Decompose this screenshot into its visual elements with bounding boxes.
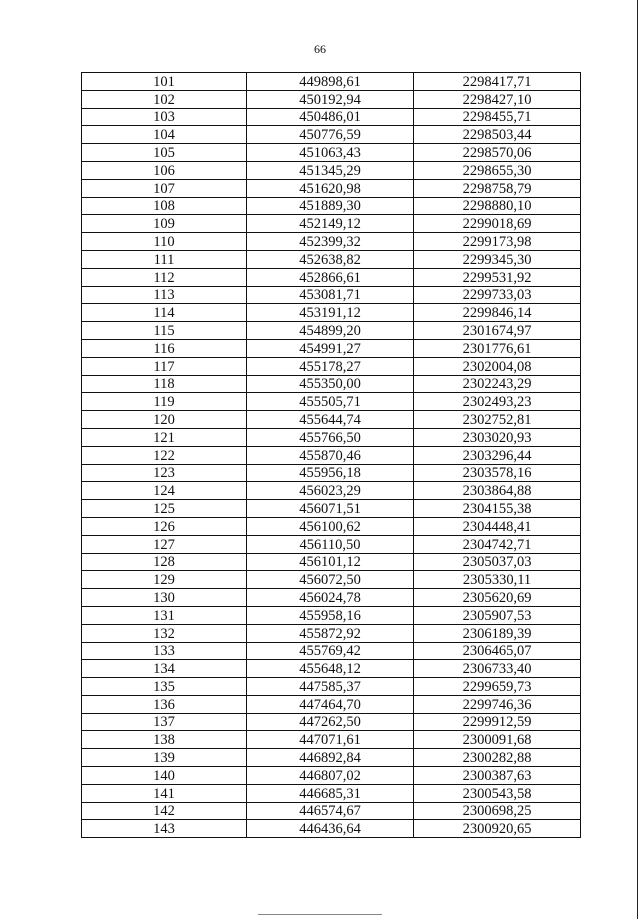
point-number-cell: 130: [82, 589, 247, 607]
y-coordinate-cell: 2300543,58: [414, 784, 581, 802]
table-row: [82, 375, 581, 393]
point-number-cell: 138: [82, 731, 247, 749]
y-coordinate-cell: 2300091,68: [414, 731, 581, 749]
point-number-cell: 129: [82, 571, 247, 589]
y-coordinate-cell: 2304155,38: [414, 500, 581, 518]
x-coordinate-cell: 450192,94: [247, 90, 414, 108]
table-row: [82, 767, 581, 785]
coordinates-table-body: [82, 73, 581, 838]
x-coordinate-cell: 447585,37: [247, 678, 414, 696]
y-coordinate-cell: 2302004,08: [414, 357, 581, 375]
table-row: [82, 446, 581, 464]
x-coordinate-cell: 452866,61: [247, 268, 414, 286]
y-coordinate-cell: 2304448,41: [414, 517, 581, 535]
y-coordinate-cell: 2299746,36: [414, 695, 581, 713]
y-coordinate-cell: 2305037,03: [414, 553, 581, 571]
x-coordinate-cell: 456071,51: [247, 500, 414, 518]
x-coordinate-cell: 450776,59: [247, 126, 414, 144]
y-coordinate-cell: 2302493,23: [414, 393, 581, 411]
table-row: [82, 802, 581, 820]
point-number-cell: 143: [82, 820, 247, 838]
point-number-cell: 103: [82, 108, 247, 126]
table-row: [82, 695, 581, 713]
x-coordinate-cell: 451345,29: [247, 161, 414, 179]
y-coordinate-cell: 2299018,69: [414, 215, 581, 233]
table-row: [82, 713, 581, 731]
point-number-cell: 118: [82, 375, 247, 393]
x-coordinate-cell: 446807,02: [247, 767, 414, 785]
x-coordinate-cell: 447071,61: [247, 731, 414, 749]
y-coordinate-cell: 2301776,61: [414, 339, 581, 357]
x-coordinate-cell: 455178,27: [247, 357, 414, 375]
y-coordinate-cell: 2303296,44: [414, 446, 581, 464]
x-coordinate-cell: 453081,71: [247, 286, 414, 304]
x-coordinate-cell: 455350,00: [247, 375, 414, 393]
y-coordinate-cell: 2302752,81: [414, 411, 581, 429]
table-row: [82, 393, 581, 411]
table-row: [82, 215, 581, 233]
point-number-cell: 107: [82, 179, 247, 197]
y-coordinate-cell: 2306189,39: [414, 624, 581, 642]
point-number-cell: 122: [82, 446, 247, 464]
x-coordinate-cell: 455769,42: [247, 642, 414, 660]
table-row: [82, 322, 581, 340]
point-number-cell: 106: [82, 161, 247, 179]
table-row: [82, 500, 581, 518]
table-row: [82, 286, 581, 304]
point-number-cell: 141: [82, 784, 247, 802]
table-row: [82, 784, 581, 802]
table-row: [82, 250, 581, 268]
table-row: [82, 678, 581, 696]
table-row: [82, 339, 581, 357]
x-coordinate-cell: 455872,92: [247, 624, 414, 642]
table-row: [82, 660, 581, 678]
y-coordinate-cell: 2300387,63: [414, 767, 581, 785]
table-row: [82, 357, 581, 375]
x-coordinate-cell: 446574,67: [247, 802, 414, 820]
table-row: [82, 90, 581, 108]
x-coordinate-cell: 451889,30: [247, 197, 414, 215]
table-row: [82, 464, 581, 482]
page-edge-line: [637, 0, 638, 919]
x-coordinate-cell: 446685,31: [247, 784, 414, 802]
x-coordinate-cell: 456110,50: [247, 535, 414, 553]
point-number-cell: 111: [82, 250, 247, 268]
point-number-cell: 133: [82, 642, 247, 660]
table-row: [82, 304, 581, 322]
table-row: [82, 517, 581, 535]
table-row: [82, 820, 581, 838]
y-coordinate-cell: 2304742,71: [414, 535, 581, 553]
x-coordinate-cell: 446436,64: [247, 820, 414, 838]
y-coordinate-cell: 2306465,07: [414, 642, 581, 660]
point-number-cell: 110: [82, 233, 247, 251]
x-coordinate-cell: 456024,78: [247, 589, 414, 607]
table-row: [82, 606, 581, 624]
table-row: [82, 126, 581, 144]
x-coordinate-cell: 452399,32: [247, 233, 414, 251]
table-row: [82, 589, 581, 607]
table-row: [82, 197, 581, 215]
point-number-cell: 108: [82, 197, 247, 215]
y-coordinate-cell: 2299659,73: [414, 678, 581, 696]
table-row: [82, 642, 581, 660]
table-row: [82, 411, 581, 429]
point-number-cell: 119: [82, 393, 247, 411]
x-coordinate-cell: 452149,12: [247, 215, 414, 233]
table-row: [82, 624, 581, 642]
point-number-cell: 124: [82, 482, 247, 500]
y-coordinate-cell: 2303020,93: [414, 428, 581, 446]
y-coordinate-cell: 2305907,53: [414, 606, 581, 624]
y-coordinate-cell: 2306733,40: [414, 660, 581, 678]
table-row: [82, 535, 581, 553]
point-number-cell: 114: [82, 304, 247, 322]
x-coordinate-cell: 447464,70: [247, 695, 414, 713]
y-coordinate-cell: 2303578,16: [414, 464, 581, 482]
y-coordinate-cell: 2299846,14: [414, 304, 581, 322]
y-coordinate-cell: 2298880,10: [414, 197, 581, 215]
point-number-cell: 136: [82, 695, 247, 713]
x-coordinate-cell: 446892,84: [247, 749, 414, 767]
point-number-cell: 135: [82, 678, 247, 696]
scan-bottom-mark: [258, 914, 382, 915]
point-number-cell: 116: [82, 339, 247, 357]
x-coordinate-cell: 455870,46: [247, 446, 414, 464]
y-coordinate-cell: 2298455,71: [414, 108, 581, 126]
y-coordinate-cell: 2299173,98: [414, 233, 581, 251]
y-coordinate-cell: 2305330,11: [414, 571, 581, 589]
y-coordinate-cell: 2299912,59: [414, 713, 581, 731]
y-coordinate-cell: 2299733,03: [414, 286, 581, 304]
point-number-cell: 101: [82, 73, 247, 91]
point-number-cell: 125: [82, 500, 247, 518]
point-number-cell: 134: [82, 660, 247, 678]
y-coordinate-cell: 2298417,71: [414, 73, 581, 91]
point-number-cell: 113: [82, 286, 247, 304]
point-number-cell: 109: [82, 215, 247, 233]
x-coordinate-cell: 449898,61: [247, 73, 414, 91]
y-coordinate-cell: 2298570,06: [414, 144, 581, 162]
table-row: [82, 749, 581, 767]
point-number-cell: 128: [82, 553, 247, 571]
table-row: [82, 571, 581, 589]
point-number-cell: 132: [82, 624, 247, 642]
y-coordinate-cell: 2298655,30: [414, 161, 581, 179]
x-coordinate-cell: 455505,71: [247, 393, 414, 411]
point-number-cell: 126: [82, 517, 247, 535]
coordinates-table: [81, 72, 581, 838]
x-coordinate-cell: 455956,18: [247, 464, 414, 482]
point-number-cell: 139: [82, 749, 247, 767]
point-number-cell: 115: [82, 322, 247, 340]
x-coordinate-cell: 456072,50: [247, 571, 414, 589]
y-coordinate-cell: 2298503,44: [414, 126, 581, 144]
y-coordinate-cell: 2300282,88: [414, 749, 581, 767]
y-coordinate-cell: 2301674,97: [414, 322, 581, 340]
table-row: [82, 108, 581, 126]
table-row: [82, 731, 581, 749]
table-row: [82, 161, 581, 179]
table-row: [82, 144, 581, 162]
y-coordinate-cell: 2298427,10: [414, 90, 581, 108]
point-number-cell: 131: [82, 606, 247, 624]
x-coordinate-cell: 452638,82: [247, 250, 414, 268]
point-number-cell: 104: [82, 126, 247, 144]
table-row: [82, 428, 581, 446]
x-coordinate-cell: 455958,16: [247, 606, 414, 624]
table-row: [82, 553, 581, 571]
point-number-cell: 137: [82, 713, 247, 731]
x-coordinate-cell: 451063,43: [247, 144, 414, 162]
point-number-cell: 123: [82, 464, 247, 482]
point-number-cell: 117: [82, 357, 247, 375]
x-coordinate-cell: 447262,50: [247, 713, 414, 731]
point-number-cell: 102: [82, 90, 247, 108]
x-coordinate-cell: 450486,01: [247, 108, 414, 126]
y-coordinate-cell: 2300920,65: [414, 820, 581, 838]
point-number-cell: 120: [82, 411, 247, 429]
y-coordinate-cell: 2302243,29: [414, 375, 581, 393]
y-coordinate-cell: 2303864,88: [414, 482, 581, 500]
y-coordinate-cell: 2305620,69: [414, 589, 581, 607]
y-coordinate-cell: 2299531,92: [414, 268, 581, 286]
point-number-cell: 140: [82, 767, 247, 785]
x-coordinate-cell: 454991,27: [247, 339, 414, 357]
table-row: [82, 268, 581, 286]
point-number-cell: 121: [82, 428, 247, 446]
x-coordinate-cell: 451620,98: [247, 179, 414, 197]
y-coordinate-cell: 2299345,30: [414, 250, 581, 268]
table-row: [82, 482, 581, 500]
x-coordinate-cell: 456100,62: [247, 517, 414, 535]
table-row: [82, 73, 581, 91]
point-number-cell: 112: [82, 268, 247, 286]
table-row: [82, 233, 581, 251]
x-coordinate-cell: 455766,50: [247, 428, 414, 446]
point-number-cell: 142: [82, 802, 247, 820]
x-coordinate-cell: 455644,74: [247, 411, 414, 429]
x-coordinate-cell: 454899,20: [247, 322, 414, 340]
page-number: 66: [314, 42, 326, 56]
point-number-cell: 105: [82, 144, 247, 162]
x-coordinate-cell: 455648,12: [247, 660, 414, 678]
y-coordinate-cell: 2298758,79: [414, 179, 581, 197]
y-coordinate-cell: 2300698,25: [414, 802, 581, 820]
x-coordinate-cell: 456101,12: [247, 553, 414, 571]
x-coordinate-cell: 453191,12: [247, 304, 414, 322]
point-number-cell: 127: [82, 535, 247, 553]
table-row: [82, 179, 581, 197]
x-coordinate-cell: 456023,29: [247, 482, 414, 500]
